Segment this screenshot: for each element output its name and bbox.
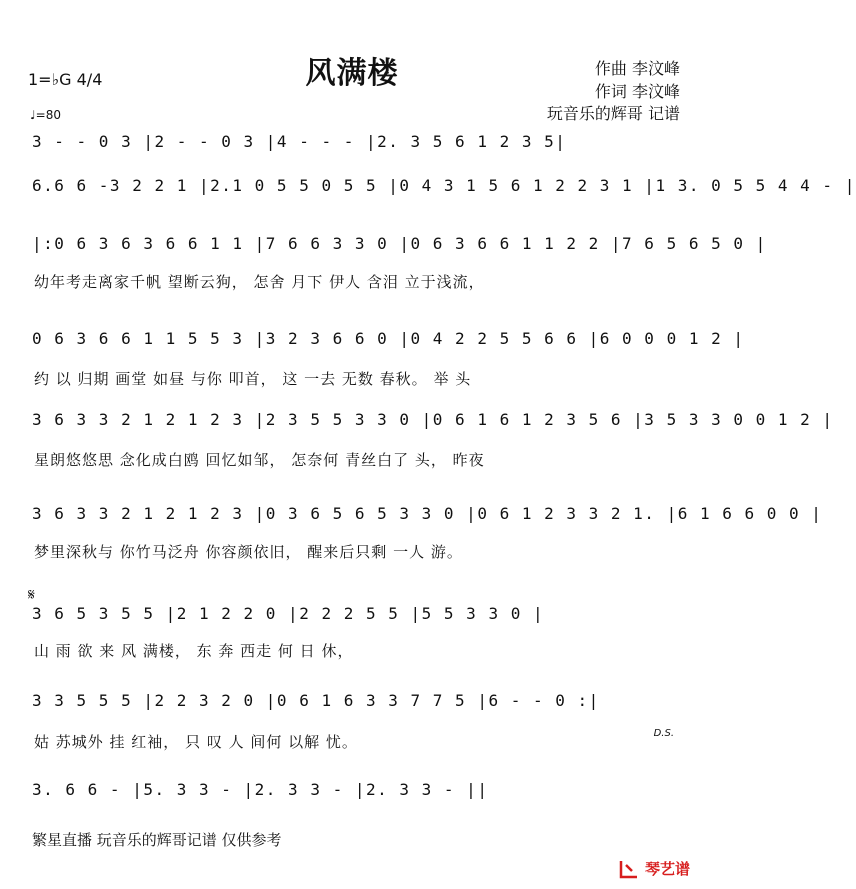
score-row-9 xyxy=(26,780,680,810)
score-row-3 xyxy=(26,234,767,264)
notes-row-3: |:0 6 3 6 3 6 6 1 1 |7 6 6 3 3 0 |0 6 3 6 6 1 1 2 2 |7 6 5 6 5 0 | xyxy=(32,234,767,253)
notes-row-1: 3 - - 0 3 |2 - - 0 3 |4 - - - |2. 3 5 6 1 2 3 5| xyxy=(32,132,567,151)
transcriber-credit: 玩音乐的辉哥 记谱 xyxy=(546,104,680,123)
lyric-row-4: 约 以 归期 画堂 如昼 与你 叩首， 这 一去 无数 春秋。 举 头 xyxy=(34,370,472,388)
logo-text: 琴艺谱 xyxy=(644,859,690,878)
notes-row-4: 0 6 3 6 6 1 1 5 5 3 |3 2 3 6 6 0 |0 4 2 2 5 5 6 6 |6 0 0 0 1 2 | xyxy=(32,329,745,348)
lyric-row-6: 梦里深秋与 你竹马泛舟 你容颜依旧， 醒来后只剩 一人 游。 xyxy=(34,543,463,561)
score-row-2 xyxy=(26,176,856,206)
notes-row-2: 6.6 6 -3 2 2 1 |2.1 0 5 5 0 5 5 |0 4 3 1 5 6 1 2 2 3 1 |1 3. 0 5 5 4 4 - | xyxy=(32,176,856,195)
lyric-row-5: 星朗悠悠思 念化成白鸥 回忆如邹， 怎奈何 青丝白了 头， 昨夜 xyxy=(34,451,485,469)
score-row-1 xyxy=(26,132,680,162)
composer-credit: 作曲 李汶峰 xyxy=(594,59,680,78)
notes-row-9: 3. 6 6 - |5. 3 3 - |2. 3 3 - |2. 3 3 - || xyxy=(32,780,489,799)
dal-segno-marking: D.S. xyxy=(653,728,674,739)
tempo-marking: ♩=80 xyxy=(30,108,61,122)
site-logo[interactable] xyxy=(618,858,690,880)
key-signature: 1=♭G 4/4 xyxy=(28,70,103,89)
score-row-7 xyxy=(26,604,680,634)
score-row-5 xyxy=(26,410,834,440)
notes-row-8: 3 3 5 5 5 |2 2 3 2 0 |0 6 1 6 3 3 7 7 5 |6 - - 0 :| xyxy=(32,691,600,710)
lyric-row-3: 幼年考走离家千帆 望断云狗， 怎舍 月下 伊人 含泪 立于浅流， xyxy=(34,273,485,291)
footer-note: 繁星直播 玩音乐的辉哥记谱 仅供参考 xyxy=(32,831,282,849)
notes-row-5: 3 6 3 3 2 1 2 1 2 3 |2 3 5 5 3 3 0 |0 6 1 6 1 2 3 5 6 |3 5 3 3 0 0 1 2 | xyxy=(32,410,834,429)
score-row-6 xyxy=(26,504,823,534)
notes-row-6: 3 6 3 3 2 1 2 1 2 3 |0 3 6 5 6 5 3 3 0 |0 6 1 2 3 3 2 1. |6 1 6 6 0 0 | xyxy=(32,504,823,523)
lyric-row-7: 山 雨 欲 来 风 满楼， 东 奔 西走 何 日 休， xyxy=(34,642,354,660)
lyricist-credit: 作词 李汶峰 xyxy=(594,82,680,101)
segno-sign: 𝄋 xyxy=(28,585,35,604)
song-title: 风满楼 xyxy=(305,56,399,91)
score-row-8 xyxy=(26,691,680,721)
lyric-row-8: 姑 苏城外 挂 红袖， 只 叹 人 间何 以解 忧。 xyxy=(34,733,358,751)
logo-mark-icon xyxy=(618,859,640,879)
score-row-4 xyxy=(26,329,745,359)
notes-row-7: 3 6 5 3 5 5 |2 1 2 2 0 |2 2 2 5 5 |5 5 3 3 0 | xyxy=(32,604,545,623)
